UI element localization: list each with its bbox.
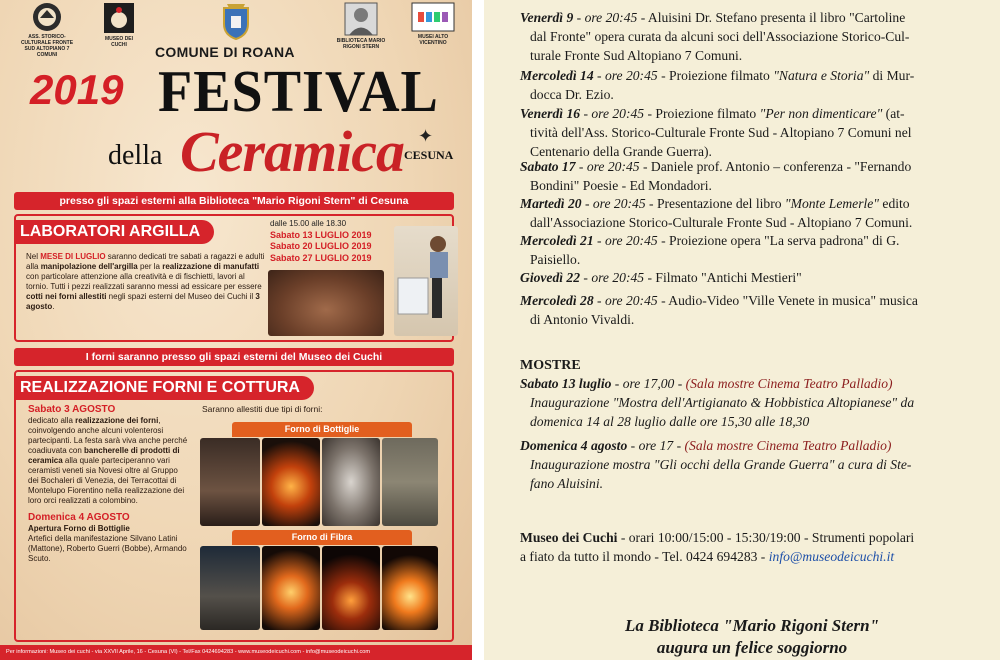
lab-date: Sabato 13 LUGLIO 2019 xyxy=(270,229,372,240)
kiln-bottles-label: Forno di Bottiglie xyxy=(232,422,412,437)
program-entry: Sabato 17 - ore 20:45 - Daniele prof. Antonio – conferenza - "Fernando Bondini" Poesie - Ed Mondadori. xyxy=(520,159,912,193)
portrait-icon xyxy=(344,2,378,36)
kiln-photo xyxy=(262,438,320,526)
museum-cuchi-icon xyxy=(103,2,135,34)
kiln-photo xyxy=(262,546,320,630)
program-panel xyxy=(484,0,1000,660)
program-entry: Mercoledì 21 - ore 20:45 - Proiezione opera "La serva padrona" di G. Paisiello. xyxy=(520,233,900,267)
kiln-fiber-label: Forno di Fibra xyxy=(232,530,412,545)
program-entry: Mercoledì 28 - ore 20:45 - Audio-Video "Ville Venete in musica" musica di Antonio Vivaldi. xyxy=(520,293,918,327)
kiln-photo xyxy=(322,546,380,630)
cesuna-logo-text: CESUNA xyxy=(404,148,454,162)
coat-of-arms-icon xyxy=(221,2,251,40)
kiln-photo xyxy=(382,546,438,630)
association-emblem-icon xyxy=(28,2,66,32)
forni-opening: Apertura Forno di Bottiglie xyxy=(28,524,130,533)
logo-comune-roana xyxy=(218,2,254,42)
dancer-figure-icon: ✦ xyxy=(418,126,434,146)
forni-date-1: Sabato 3 AGOSTO xyxy=(28,404,116,415)
logo-biblioteca: BIBLIOTECA MARIO RIGONI STERN xyxy=(336,2,386,50)
lab-date: Sabato 27 LUGLIO 2019 xyxy=(270,252,372,263)
mostra-entry: Sabato 13 luglio - ore 17,00 - (Sala mostre Cinema Teatro Palladio) Inaugurazione "Mostra dell'Artigianato & Hobbistica Altopianese" da domenica 14 al 28 luglio dalle ore 15,30 alle 18,30 xyxy=(520,376,915,429)
forni-subtitle: Saranno allestiti due tipi di forni: xyxy=(202,404,323,414)
laboratori-title: LABORATORI ARGILLA xyxy=(14,220,214,244)
festival-year: 2019 xyxy=(30,66,124,113)
mostre-heading: MOSTRE xyxy=(520,358,581,373)
forni-title: REALIZZAZIONE FORNI E COTTURA xyxy=(14,376,314,400)
festival-title: FESTIVAL xyxy=(158,59,439,125)
program-entry: Venerdì 9 - ore 20:45 - Aluisini Dr. Stefano presenta il libro "Cartoline dal Fronte" opera curata da alcuni soci dell'Associazione Storico-Cul- turale Fronte Sud Altopiano 7 Comuni. xyxy=(520,10,910,63)
closing-line: augura un felice soggiorno xyxy=(656,638,848,657)
comune-title: COMUNE DI ROANA xyxy=(155,44,295,60)
festival-poster xyxy=(0,0,472,660)
kiln-photo xyxy=(322,438,380,526)
logo-ass-storico: ASS. STORICO-CULTURALE FRONTE SUD ALTOPIANO 7 COMUNI xyxy=(18,2,76,58)
forni-description: Sabato 3 AGOSTO dedicato alla realizzazione dei forni, coinvolgendo anche alcuni volenterosi partecipanti. La festa sarà viva anche perché coadiuvata con bancherelle di prodotti di ceramica alla quale parteciperanno vari ceramisti veneti sia Novesi oltre al Gruppo dei Bochaleri di Venezia, dei Terracottai di Montelupo Fiorentino nella realizzazione dei loro orci realizzati a colombino. Domenica 4 AGOSTO Apertura Forno di Bottiglie Artefici della manifestazione Silvano Latini (Mattone), Roberto Guerri (Bobbe), Armando Scuto. xyxy=(28,404,188,563)
potter-photo xyxy=(394,226,458,336)
lab-date: Sabato 20 LUGLIO 2019 xyxy=(270,241,372,251)
program-entry: Giovedì 22 - ore 20:45 - Filmato "Antichi Mestieri" xyxy=(520,270,802,285)
logo-museo-cuchi: MUSEO DEI CUCHI xyxy=(98,2,140,48)
kiln-photo xyxy=(200,438,260,526)
ceramica-title: Ceramica xyxy=(180,119,404,184)
clay-hands-photo xyxy=(268,270,384,336)
forni-band: I forni saranno presso gli spazi esterni del Museo dei Cuchi xyxy=(14,348,454,366)
venue-band: presso gli spazi esterni alla Biblioteca "Mario Rigoni Stern" di Cesuna xyxy=(14,192,454,210)
potter-figure-icon xyxy=(394,226,458,336)
kiln-photo xyxy=(200,546,260,630)
poster-footer: Per informazioni: Museo dei cuchi - via XXVII Aprile, 16 - Cesuna (VI) - Tel/Fax 0424694283 - www.museodeicuchi.com - info@museodeicuchi.com xyxy=(0,645,472,660)
della-text: della xyxy=(108,140,163,171)
museo-email-link[interactable]: info@museodeicuchi.it xyxy=(768,549,895,564)
laboratori-hours: dalle 15.00 alle 18.30 xyxy=(270,219,347,228)
closing-line: La Biblioteca "Mario Rigoni Stern" xyxy=(624,616,880,635)
program-entry: Martedì 20 - ore 20:45 - Presentazione del libro "Monte Lemerle" edito dall'Associazione Storico-Culturale Fronte Sud - Altopiano 7 Comuni. xyxy=(520,196,913,230)
logo-musei-alto-vicentino: MUSEI ALTO VICENTINO xyxy=(406,2,460,46)
program-entry: Venerdì 16 - ore 20:45 - Proiezione filmato "Per non dimenticare" (at- tività dell'Ass. Storico-Culturale Fronte Sud - Altopiano 7 Comuni nel Centenario della Grande Guerra). xyxy=(520,106,912,159)
mostra-entry: Domenica 4 agosto - ore 17 - (Sala mostre Cinema Teatro Palladio) Inaugurazione mostra "Gli occhi della Grande Guerra" a cura di Ste- fano Aluisini. xyxy=(520,438,912,491)
laboratori-dates xyxy=(270,218,372,264)
musei-icon xyxy=(411,2,455,32)
museo-info: Museo dei Cuchi - orari 10:00/15:00 - 15:30/19:00 - Strumenti popolari a fiato da tutto il mondo - Tel. 0424 694283 - info@museodeicuchi.it xyxy=(520,530,915,564)
laboratori-description: Nel MESE DI LUGLIO saranno dedicati tre sabati a ragazzi e adulti alla manipolazione dell'argilla per la realizzazione di manufatti con particolare attenzione alla creatività e di fischietti, lavori al tornio. Tutti i pezzi realizzati saranno messi ad essicare per essere cotti nei forni allestiti negli spazi esterni del Museo dei Cuchi il 3 agosto. xyxy=(26,252,265,311)
forni-date-2: Domenica 4 AGOSTO xyxy=(28,512,130,523)
forni-artisans: Artefici della manifestazione Silvano Latini (Mattone), Roberto Guerri (Bobbe), Armando Scuto. xyxy=(28,534,187,563)
program-entry: Mercoledì 14 - ore 20:45 - Proiezione filmato "Natura e Storia" di Mur- docca Dr. Ezio. xyxy=(520,68,915,102)
kiln-photo xyxy=(382,438,438,526)
